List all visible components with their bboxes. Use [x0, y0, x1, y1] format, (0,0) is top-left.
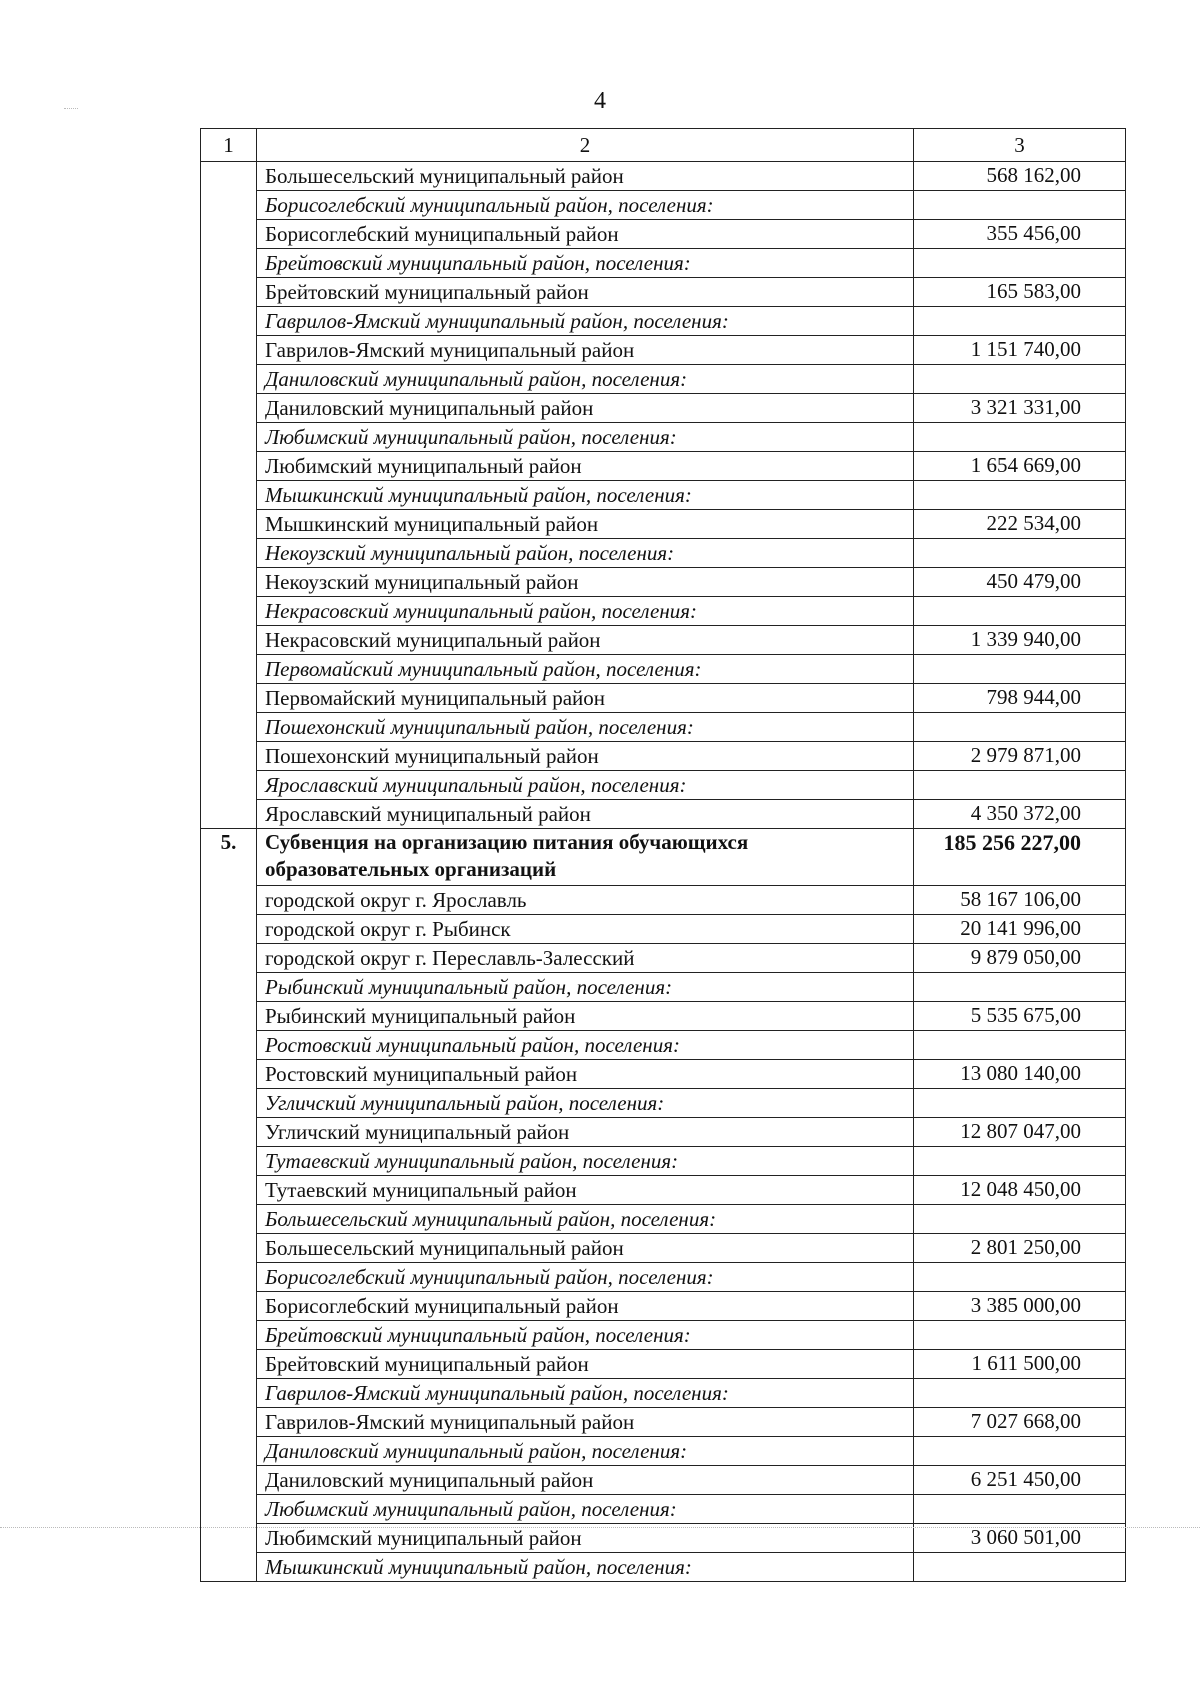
- district-name: Угличский муниципальный район: [257, 1118, 914, 1147]
- district-group-label: Первомайский муниципальный район, поселения:: [257, 655, 914, 684]
- amount: 185 256 227,00: [914, 829, 1126, 886]
- table-row: [201, 771, 1126, 800]
- amount: 6 251 450,00: [914, 1466, 1126, 1495]
- district-group-label: Ярославский муниципальный район, поселения:: [257, 771, 914, 800]
- table-row: [201, 1002, 1126, 1031]
- district-name: городской округ г. Переславль-Залесский: [257, 944, 914, 973]
- row-number: 5.: [201, 829, 257, 886]
- table-row: [201, 1147, 1126, 1176]
- row-number: [201, 742, 257, 771]
- table-row: [201, 829, 1126, 886]
- table-row: [201, 886, 1126, 915]
- district-name: городской округ г. Рыбинск: [257, 915, 914, 944]
- district-group-label: Мышкинский муниципальный район, поселения:: [257, 1553, 914, 1582]
- row-number: [201, 1089, 257, 1118]
- table-row: [201, 249, 1126, 278]
- row-number: [201, 307, 257, 336]
- district-group-label: Борисоглебский муниципальный район, поселения:: [257, 191, 914, 220]
- amount: 450 479,00: [914, 568, 1126, 597]
- row-number: [201, 1118, 257, 1147]
- row-number: [201, 684, 257, 713]
- amount: 9 879 050,00: [914, 944, 1126, 973]
- row-number: [201, 944, 257, 973]
- table-row: [201, 1263, 1126, 1292]
- amount: [914, 1379, 1126, 1408]
- amount: 1 611 500,00: [914, 1350, 1126, 1379]
- row-number: [201, 713, 257, 742]
- row-number: [201, 539, 257, 568]
- district-name: Ростовский муниципальный район: [257, 1060, 914, 1089]
- district-name: Гаврилов-Ямский муниципальный район: [257, 1408, 914, 1437]
- district-name: Большесельский муниципальный район: [257, 1234, 914, 1263]
- amount: [914, 1321, 1126, 1350]
- amount: [914, 1089, 1126, 1118]
- row-number: [201, 915, 257, 944]
- amount: 7 027 668,00: [914, 1408, 1126, 1437]
- district-group-label: Любимский муниципальный район, поселения:: [257, 423, 914, 452]
- amount: [914, 481, 1126, 510]
- district-group-label: Брейтовский муниципальный район, поселения:: [257, 249, 914, 278]
- district-group-label: Рыбинский муниципальный район, поселения:: [257, 973, 914, 1002]
- table-row: [201, 1176, 1126, 1205]
- amount: 3 321 331,00: [914, 394, 1126, 423]
- table-row: [201, 597, 1126, 626]
- district-name: Ярославский муниципальный район: [257, 800, 914, 829]
- table-row: [201, 1031, 1126, 1060]
- row-number: [201, 249, 257, 278]
- amount: [914, 191, 1126, 220]
- district-name: Борисоглебский муниципальный район: [257, 1292, 914, 1321]
- district-group-label: Гаврилов-Ямский муниципальный район, поселения:: [257, 307, 914, 336]
- row-number: [201, 1002, 257, 1031]
- row-number: [201, 394, 257, 423]
- row-number: [201, 220, 257, 249]
- amount: 13 080 140,00: [914, 1060, 1126, 1089]
- amount: [914, 1553, 1126, 1582]
- table-row: [201, 973, 1126, 1002]
- district-name: Некрасовский муниципальный район: [257, 626, 914, 655]
- district-group-label: Любимский муниципальный район, поселения:: [257, 1495, 914, 1524]
- amount: 2 979 871,00: [914, 742, 1126, 771]
- district-name: городской округ г. Ярославль: [257, 886, 914, 915]
- amount: [914, 973, 1126, 1002]
- header-col-2: 2: [257, 129, 914, 162]
- amount: 568 162,00: [914, 162, 1126, 191]
- district-group-label: Некрасовский муниципальный район, поселения:: [257, 597, 914, 626]
- table-body: [201, 129, 1126, 1582]
- row-number: [201, 1205, 257, 1234]
- district-name: Даниловский муниципальный район: [257, 1466, 914, 1495]
- row-number: [201, 481, 257, 510]
- table-row: [201, 394, 1126, 423]
- amount: 5 535 675,00: [914, 1002, 1126, 1031]
- row-number: [201, 162, 257, 191]
- district-name: Рыбинский муниципальный район: [257, 1002, 914, 1031]
- row-number: [201, 1234, 257, 1263]
- district-group-label: Ростовский муниципальный район, поселения:: [257, 1031, 914, 1060]
- table-row: [201, 1205, 1126, 1234]
- row-number: [201, 1379, 257, 1408]
- table-row: [201, 1379, 1126, 1408]
- table-row: [201, 655, 1126, 684]
- district-name: Некоузский муниципальный район: [257, 568, 914, 597]
- district-name: Любимский муниципальный район: [257, 452, 914, 481]
- amount: 4 350 372,00: [914, 800, 1126, 829]
- district-name: Гаврилов-Ямский муниципальный район: [257, 336, 914, 365]
- table-row: [201, 191, 1126, 220]
- district-group-label: Даниловский муниципальный район, поселения:: [257, 365, 914, 394]
- section-title: Субвенция на организацию питания обучающихся образовательных организаций: [257, 829, 914, 886]
- table-row: [201, 1553, 1126, 1582]
- table-row: [201, 220, 1126, 249]
- table-row: [201, 307, 1126, 336]
- table-row: [201, 278, 1126, 307]
- table-row: [201, 1437, 1126, 1466]
- table-row: [201, 1408, 1126, 1437]
- amount: 12 807 047,00: [914, 1118, 1126, 1147]
- district-group-label: Мышкинский муниципальный район, поселения:: [257, 481, 914, 510]
- page-number: 4: [594, 88, 606, 114]
- amount: 165 583,00: [914, 278, 1126, 307]
- amount: [914, 1263, 1126, 1292]
- table-row: [201, 800, 1126, 829]
- district-group-label: Пошехонский муниципальный район, поселения:: [257, 713, 914, 742]
- amount: [914, 539, 1126, 568]
- row-number: [201, 1466, 257, 1495]
- district-name: Первомайский муниципальный район: [257, 684, 914, 713]
- row-number: [201, 886, 257, 915]
- district-name: Тутаевский муниципальный район: [257, 1176, 914, 1205]
- amount: 1 339 940,00: [914, 626, 1126, 655]
- row-number: [201, 278, 257, 307]
- row-number: [201, 771, 257, 800]
- amount: 355 456,00: [914, 220, 1126, 249]
- district-group-label: Угличский муниципальный район, поселения:: [257, 1089, 914, 1118]
- row-number: [201, 655, 257, 684]
- table-row: [201, 481, 1126, 510]
- table-row: [201, 1495, 1126, 1524]
- subsidy-table: [200, 128, 1126, 1582]
- row-number: [201, 1292, 257, 1321]
- district-name: Брейтовский муниципальный район: [257, 278, 914, 307]
- amount: [914, 307, 1126, 336]
- row-number: [201, 423, 257, 452]
- row-number: [201, 1350, 257, 1379]
- amount: [914, 1205, 1126, 1234]
- amount: [914, 1147, 1126, 1176]
- row-number: [201, 568, 257, 597]
- table-row: [201, 915, 1126, 944]
- amount: [914, 1437, 1126, 1466]
- amount: 2 801 250,00: [914, 1234, 1126, 1263]
- amount: 58 167 106,00: [914, 886, 1126, 915]
- table-row: [201, 452, 1126, 481]
- amount: [914, 713, 1126, 742]
- row-number: [201, 336, 257, 365]
- scan-fold-line: [0, 1527, 1200, 1528]
- table-row: [201, 568, 1126, 597]
- table-row: [201, 1089, 1126, 1118]
- district-group-label: Борисоглебский муниципальный район, поселения:: [257, 1263, 914, 1292]
- amount: [914, 423, 1126, 452]
- row-number: [201, 1176, 257, 1205]
- amount: [914, 771, 1126, 800]
- row-number: [201, 1553, 257, 1582]
- district-name: Любимский муниципальный район: [257, 1524, 914, 1553]
- amount: 20 141 996,00: [914, 915, 1126, 944]
- amount: [914, 1031, 1126, 1060]
- table-row: [201, 1350, 1126, 1379]
- amount: [914, 365, 1126, 394]
- row-number: [201, 452, 257, 481]
- district-name: Пошехонский муниципальный район: [257, 742, 914, 771]
- row-number: [201, 365, 257, 394]
- amount: 1 654 669,00: [914, 452, 1126, 481]
- row-number: [201, 800, 257, 829]
- amount: 1 151 740,00: [914, 336, 1126, 365]
- row-number: [201, 1495, 257, 1524]
- table-row: [201, 423, 1126, 452]
- district-name: Большесельский муниципальный район: [257, 162, 914, 191]
- table-row: [201, 1321, 1126, 1350]
- amount: [914, 1495, 1126, 1524]
- table-row: [201, 742, 1126, 771]
- amount: [914, 249, 1126, 278]
- district-group-label: Брейтовский муниципальный район, поселения:: [257, 1321, 914, 1350]
- table-row: [201, 539, 1126, 568]
- row-number: [201, 626, 257, 655]
- table-row: [201, 626, 1126, 655]
- table-header-row: [201, 129, 1126, 162]
- table-row: [201, 510, 1126, 539]
- table-row: [201, 1292, 1126, 1321]
- table-row: [201, 1118, 1126, 1147]
- row-number: [201, 1031, 257, 1060]
- district-group-label: Некоузский муниципальный район, поселения:: [257, 539, 914, 568]
- district-name: Мышкинский муниципальный район: [257, 510, 914, 539]
- table-row: [201, 1466, 1126, 1495]
- row-number: [201, 1408, 257, 1437]
- table-row: [201, 1060, 1126, 1089]
- district-name: Борисоглебский муниципальный район: [257, 220, 914, 249]
- row-number: [201, 1321, 257, 1350]
- row-number: [201, 1437, 257, 1466]
- amount: 3 385 000,00: [914, 1292, 1126, 1321]
- row-number: [201, 1147, 257, 1176]
- amount: 12 048 450,00: [914, 1176, 1126, 1205]
- header-col-3: 3: [914, 129, 1126, 162]
- table-row: [201, 944, 1126, 973]
- table-row: [201, 1234, 1126, 1263]
- table-row: [201, 713, 1126, 742]
- header-col-1: 1: [201, 129, 257, 162]
- row-number: [201, 973, 257, 1002]
- row-number: [201, 510, 257, 539]
- row-number: [201, 191, 257, 220]
- amount: 798 944,00: [914, 684, 1126, 713]
- amount: [914, 655, 1126, 684]
- row-number: [201, 1263, 257, 1292]
- table-row: [201, 365, 1126, 394]
- table-row: [201, 162, 1126, 191]
- amount: [914, 597, 1126, 626]
- district-group-label: Тутаевский муниципальный район, поселения:: [257, 1147, 914, 1176]
- district-group-label: Даниловский муниципальный район, поселения:: [257, 1437, 914, 1466]
- district-name: Брейтовский муниципальный район: [257, 1350, 914, 1379]
- table-row: [201, 336, 1126, 365]
- table-row: [201, 684, 1126, 713]
- amount: 222 534,00: [914, 510, 1126, 539]
- row-number: [201, 597, 257, 626]
- district-group-label: Большесельский муниципальный район, поселения:: [257, 1205, 914, 1234]
- district-group-label: Гаврилов-Ямский муниципальный район, поселения:: [257, 1379, 914, 1408]
- district-name: Даниловский муниципальный район: [257, 394, 914, 423]
- amount: 3 060 501,00: [914, 1524, 1126, 1553]
- row-number: [201, 1060, 257, 1089]
